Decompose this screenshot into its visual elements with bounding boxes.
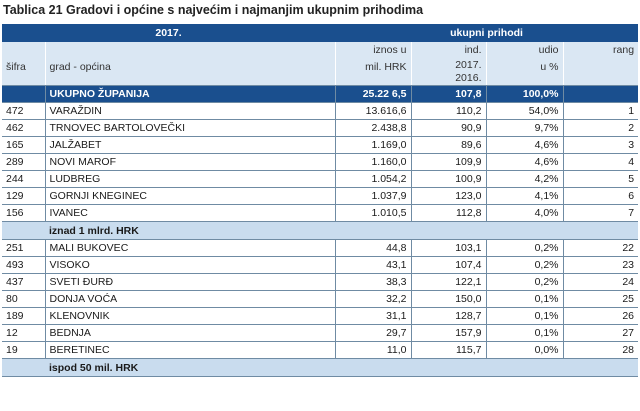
cell-rank: 24 [563, 274, 638, 291]
cell-amount: 29,7 [335, 325, 411, 342]
cell-code: 493 [2, 257, 45, 274]
cell-index: 122,1 [411, 274, 486, 291]
cell-code: 129 [2, 188, 45, 205]
cell-index: 115,7 [411, 342, 486, 359]
top-group-label-spacer [2, 222, 45, 240]
header-index-line3: 2016. [455, 72, 482, 84]
cell-amount: 1.160,0 [335, 154, 411, 171]
total-rank [563, 86, 638, 103]
header-index [411, 42, 486, 86]
table-row [2, 171, 638, 188]
cell-index: 90,9 [411, 120, 486, 137]
cell-index: 107,4 [411, 257, 486, 274]
cell-code: 462 [2, 120, 45, 137]
cell-amount: 1.010,5 [335, 205, 411, 222]
cell-rank: 27 [563, 325, 638, 342]
table-row [2, 308, 638, 325]
cell-amount: 44,8 [335, 240, 411, 257]
cell-code: 289 [2, 154, 45, 171]
total-name: UKUPNO ŽUPANIJA [45, 86, 335, 103]
cell-share: 0,0% [486, 342, 563, 359]
cell-rank: 3 [563, 137, 638, 154]
cell-code: 19 [2, 342, 45, 359]
total-index: 107,8 [411, 86, 486, 103]
cell-index: 103,1 [411, 240, 486, 257]
cell-name: GORNJI KNEGINEC [45, 188, 335, 205]
header-name-label: grad - općina [49, 61, 111, 73]
cell-code: 251 [2, 240, 45, 257]
cell-code: 472 [2, 103, 45, 120]
cell-index: 157,9 [411, 325, 486, 342]
year-header-row [2, 24, 638, 42]
header-share [486, 42, 563, 86]
cell-amount: 32,2 [335, 291, 411, 308]
top-group-label-row [2, 222, 638, 240]
revenue-table [2, 24, 638, 377]
cell-amount: 43,1 [335, 257, 411, 274]
table-row [2, 274, 638, 291]
cell-code: 244 [2, 171, 45, 188]
cell-rank: 22 [563, 240, 638, 257]
cell-amount: 13.616,6 [335, 103, 411, 120]
cell-share: 54,0% [486, 103, 563, 120]
cell-amount: 1.037,9 [335, 188, 411, 205]
cell-index: 123,0 [411, 188, 486, 205]
total-share: 100,0% [486, 86, 563, 103]
cell-code: 437 [2, 274, 45, 291]
header-amount-line1: iznos u [373, 44, 407, 56]
cell-name: MALI BUKOVEC [45, 240, 335, 257]
cell-rank: 7 [563, 205, 638, 222]
cell-rank: 5 [563, 171, 638, 188]
cell-code: 12 [2, 325, 45, 342]
cell-rank: 2 [563, 120, 638, 137]
cell-rank: 1 [563, 103, 638, 120]
cell-rank: 28 [563, 342, 638, 359]
bottom-group-label: ispod 50 mil. HRK [45, 359, 638, 377]
header-amount-line2: mil. HRK [365, 61, 407, 73]
cell-share: 4,1% [486, 188, 563, 205]
cell-index: 100,9 [411, 171, 486, 188]
cell-name: VARAŽDIN [45, 103, 335, 120]
cell-code: 80 [2, 291, 45, 308]
table-row [2, 205, 638, 222]
cell-share: 9,7% [486, 120, 563, 137]
header-rank [563, 42, 638, 86]
table-row [2, 120, 638, 137]
cell-rank: 23 [563, 257, 638, 274]
header-amount [335, 42, 411, 86]
cell-name: VISOKO [45, 257, 335, 274]
cell-name: TRNOVEC BARTOLOVEČKI [45, 120, 335, 137]
cell-code: 165 [2, 137, 45, 154]
cell-share: 0,1% [486, 291, 563, 308]
cell-name: SVETI ĐURĐ [45, 274, 335, 291]
cell-share: 0,1% [486, 325, 563, 342]
bottom-group-label-row [2, 359, 638, 377]
cell-name: BERETINEC [45, 342, 335, 359]
total-amount: 25.22 6,5 [335, 86, 411, 103]
cell-amount: 38,3 [335, 274, 411, 291]
cell-code: 156 [2, 205, 45, 222]
table-row [2, 325, 638, 342]
cell-share: 4,6% [486, 154, 563, 171]
cell-index: 110,2 [411, 103, 486, 120]
cell-share: 4,6% [486, 137, 563, 154]
table-row [2, 240, 638, 257]
cell-code: 189 [2, 308, 45, 325]
table-row [2, 342, 638, 359]
cell-name: LUDBREG [45, 171, 335, 188]
cell-index: 150,0 [411, 291, 486, 308]
cell-amount: 11,0 [335, 342, 411, 359]
cell-share: 0,1% [486, 308, 563, 325]
cell-name: NOVI MAROF [45, 154, 335, 171]
table-row [2, 154, 638, 171]
cell-name: BEDNJA [45, 325, 335, 342]
cell-name: JALŽABET [45, 137, 335, 154]
cell-name: IVANEC [45, 205, 335, 222]
table-row [2, 257, 638, 274]
total-code [2, 86, 45, 103]
cell-share: 4,0% [486, 205, 563, 222]
cell-rank: 6 [563, 188, 638, 205]
revenue-group-header: ukupni prihodi [335, 24, 638, 42]
total-row [2, 86, 638, 103]
header-code [2, 42, 45, 86]
cell-rank: 26 [563, 308, 638, 325]
cell-share: 0,2% [486, 257, 563, 274]
cell-index: 109,9 [411, 154, 486, 171]
bottom-group-label-spacer [2, 359, 45, 377]
header-rank-label: rang [613, 44, 635, 56]
cell-amount: 1.054,2 [335, 171, 411, 188]
cell-amount: 2.438,8 [335, 120, 411, 137]
header-share-line1: udio [538, 44, 559, 56]
top-group-label: iznad 1 mlrd. HRK [45, 222, 638, 240]
header-index-line2: 2017. [455, 59, 482, 71]
cell-index: 89,6 [411, 137, 486, 154]
column-header-row [2, 42, 638, 86]
header-share-line2: u % [540, 61, 559, 73]
year-header: 2017. [2, 24, 335, 42]
table-title: Tablica 21 Gradovi i općine s najvećim i najmanjim ukupnim prihodima [3, 3, 424, 17]
cell-amount: 31,1 [335, 308, 411, 325]
table-row [2, 188, 638, 205]
cell-name: DONJA VOĆA [45, 291, 335, 308]
cell-name: KLENOVNIK [45, 308, 335, 325]
cell-share: 0,2% [486, 274, 563, 291]
table-row [2, 103, 638, 120]
table-row [2, 137, 638, 154]
cell-index: 128,7 [411, 308, 486, 325]
cell-amount: 1.169,0 [335, 137, 411, 154]
cell-share: 0,2% [486, 240, 563, 257]
cell-share: 4,2% [486, 171, 563, 188]
cell-index: 112,8 [411, 205, 486, 222]
header-code-label: šifra [6, 61, 26, 73]
cell-rank: 25 [563, 291, 638, 308]
header-index-line1: ind. [464, 44, 482, 56]
table-row [2, 291, 638, 308]
header-name [45, 42, 335, 86]
cell-rank: 4 [563, 154, 638, 171]
